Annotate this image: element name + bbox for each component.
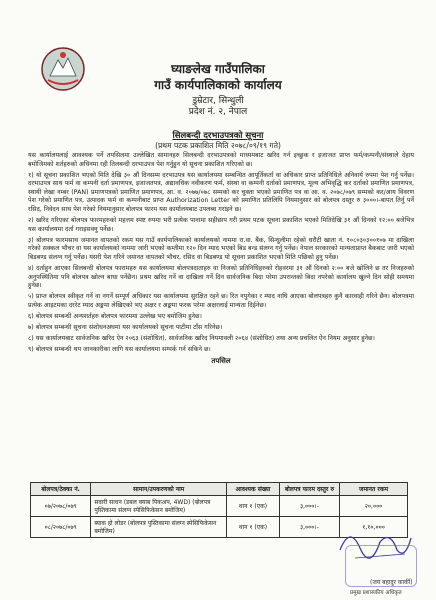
table-header-row <box>31 483 408 496</box>
notice-body <box>28 152 414 366</box>
signatory-title: प्रमुख प्रशासकीय अधिकृत <box>350 590 402 596</box>
condition-8: ८) यस कार्यालयबाट सार्वजनिक खरिद ऐन २०६३ (संशोधित), सार्वजनिक खरिद नियमावली २०६४ (संशोधित) तथा अन्य प्रचलित ऐन नियम अनुसार हुनेछ। <box>28 335 375 343</box>
col-header-item: सामान/उपकरणको नाम <box>91 483 227 496</box>
cell-bid-no: ०७/२०७८/०७९ <box>31 496 91 517</box>
col-header-fee: बोलपत्र फारम दस्तुर रु <box>279 483 339 496</box>
condition-4: ४) दर्ताहुन आएका सिलबन्दी बोलपत्र फारामहरु यस कार्यालयमा बोलपत्रदाताहरु वा निजको प्रतिनिधिहरुको रोहवरमा ३१ औं दिनको २:०० बजे खोलिने छ तर निजहरुको अनुपस्थितिमा पनि बोलपत्र खोल्न बाधा पर्नेछैन। प्रथम खरिद गर्ने वा दाखिला गर्ने दिन सार्वजनिक बिदा परेमा उपरान्तको बिदा नपरेको कार्यालय खुल्ने दिन सोही समयमा हुनेछ। <box>28 265 414 290</box>
col-header-bid-no: बोलपत्र/ठेक्का नं. <box>31 483 91 496</box>
condition-5: ५) प्राप्त बोलपत्र स्वीकृत गर्ने वा नगर्ने सम्पूर्ण अधिकार यस कार्यालयमा सुरक्षित रहने छ। रित नपुगेका र म्याद नाघि आएका बोलपत्रहरु कुनै कारवाही गरिने छैन। बोलपत्रमा प्रत्येक आइटमका दररेट म्याद अङ्कमा लेखिएको भए अक्षर र अङ्कमा फरक परेमा अक्षरलाई मान्यता दिईनेछ। <box>28 293 414 309</box>
office-subtitle: गाउँ कार्यपालिकाको कार्यालय <box>154 78 282 92</box>
office-address: डुम्रेटार, सिन्धुली <box>192 96 244 106</box>
notice-meta: (प्रथम पटक प्रकाशित मिति २०७८/०९/१९ गते) <box>155 141 281 150</box>
cell-bid-no: ०८/२०७८/०७९ <box>31 517 91 538</box>
condition-2: २) खरिद गरिएका बोलपत्र फारमहरुको महत्तम स्पष्ट रुपमा भरी प्रत्येक पानामा सहीछाप गरी प्रथम पटक सूचना प्रकाशित भएको मितिदेखि ३१ औं दिनको १२:०० बजेभित्र यस कार्यालयमा दर्ता गराइसक्नु पर्नेछ। <box>28 217 414 233</box>
table-caption: तपसिल <box>211 357 231 366</box>
cell-quantity: थान १ (एक) <box>227 496 280 517</box>
cell-security: २०,००० <box>340 496 408 517</box>
condition-3: ३) बोलपत्र फारमसाथ जमानत वापतको रकम यस गाउँ कार्यपालिकाको कार्यालयको नाममा रा.वा. बैंक, सिन्धुलीमा रहेको धरौटी खाता नं. १०८०३०३००१०७ मा दाखिला गरेको सक्कल भौचर वा यस कार्यालयको नाममा जारी भएको कम्तीमा १२० दिन म्याद भएको बिड बन्ड संलग्न गर्नु पर्नेछ। नेपाल सरकारको मान्यताप्राप्त बैकबाट जारी भएको बिडबण्ड संलग्न गर्नु पर्नेछ। यसरी पेश गरिने जमानत वापतको भौचर, रसिद वा बिडबण्ड यो सूचना प्रकाशित भएको मिति पछिको हुनु पर्नेछ। <box>28 236 414 262</box>
intro-paragraph: यस कार्यालयलाई आवश्यक पर्ने तपसिलमा उल्लेखित सामानहरु सिलबन्दी दरभाउपत्रको माध्यमबाट खरिद गर्न इच्छुक र इजाजत प्राप्त फर्म/कम्पनी/संस्थाले देहाय बमोजिमको शर्तहरुको अधिनमा रही तिलबन्दी दरभाउपत्र पेश गर्नुहुन यो सूचना प्रकाशित गरिएको छ। <box>28 152 414 168</box>
office-name: घ्याङलेख गाउँपालिका <box>171 62 265 76</box>
condition-7: ७) बोलपत्र सम्बन्धी सूचना संशोधनअघमा यस कार्यालयको सूचना पाटीमा टाँस गरिनेछ। <box>28 324 223 332</box>
condition-6: ६) बोलपत्र सम्बन्धी अन्यशर्तहरु बोलपत्र फारममा उल्लेख भए बमोजिम हुनेछ। <box>28 313 202 321</box>
cell-item: सवारी साधन (डबल क्याब पिकअप, 4WD) (बोलपत्र पुस्तिकामा संलग्न स्पेसिफिकेसन बमोजिम) <box>91 496 227 517</box>
signatory-name: (जय बहादुर कार्की) <box>370 579 413 586</box>
col-header-security: जमानत रकम <box>340 483 408 496</box>
condition-1: १) यो सूचना प्रकाशित भएको मिति देखि ३० औं दिनसम्म दरभाउपत्र यस कार्यालयमा सम्बन्धित आपूर्तिकर्ता वा अधिकार प्राप्त प्रतिनिधिले अनिवार्य रुपमा पेश गर्नु पर्नेछ। दरभाउपत्र साथ फर्म वा कम्पनी दर्ता प्रमाणपत्र, इजाजतपत्र, अद्यावधिक नवीकरण फर्म, संस्था वा कम्पनी दर्ताको प्रमाणपत्र, मूल्य अभिवृद्धि कर दर्ताको प्रमाणित प्रमाणपत्र, स्थायी लेखा नम्बर (PAN) प्रमाणपत्रको प्रमाणित प्रमाणपत्र, आ. व. २०७७/०७८ सम्मको कर चुक्ता भएको प्रमाणित पत्र वा आ. व. २०७८/०७९ सम्मको कर/आय विवरण पेश गरेको प्रमाणित पत्र, उत्पादक फर्म वा कम्पनीबाट प्राप्त Authorization Letter को प्रमाणित प्रतिलिपि नियमानुसार को बोलपत्र दस्तुर रु ३०००।-बापत तिर्नु पर्ने रसिद, निवेदन साथ पेश गरेको नियमानुसार बोलपत्र फारम यस कार्यालयबाट उपलब्ध गराइने छ। <box>28 171 414 214</box>
cell-item: ब्याक हो लोडर (बोलपत्र पुस्तिकामा संलग्न स्पेसिफिकेसन बमोजिम) <box>91 517 227 538</box>
cell-quantity: थान १ (एक) <box>227 517 280 538</box>
col-header-quantity: आवश्यक संख्या <box>227 483 280 496</box>
cell-fee: ३,०००।- <box>279 496 339 517</box>
notice-title: सिलबन्दी दरभाउपत्रको सूचना <box>172 131 264 141</box>
cell-security: १,१०,००० <box>340 517 408 538</box>
table-row <box>31 496 408 517</box>
condition-9: ९) बोलपत्र सम्बन्धी थप जानकारीका लागि यस कार्यालयमा सम्पर्क गर्न सकिने छ। <box>28 346 211 354</box>
cell-fee: ३,०००।- <box>279 517 339 538</box>
office-province: प्रदेश नं. २, नेपाल <box>188 107 248 117</box>
